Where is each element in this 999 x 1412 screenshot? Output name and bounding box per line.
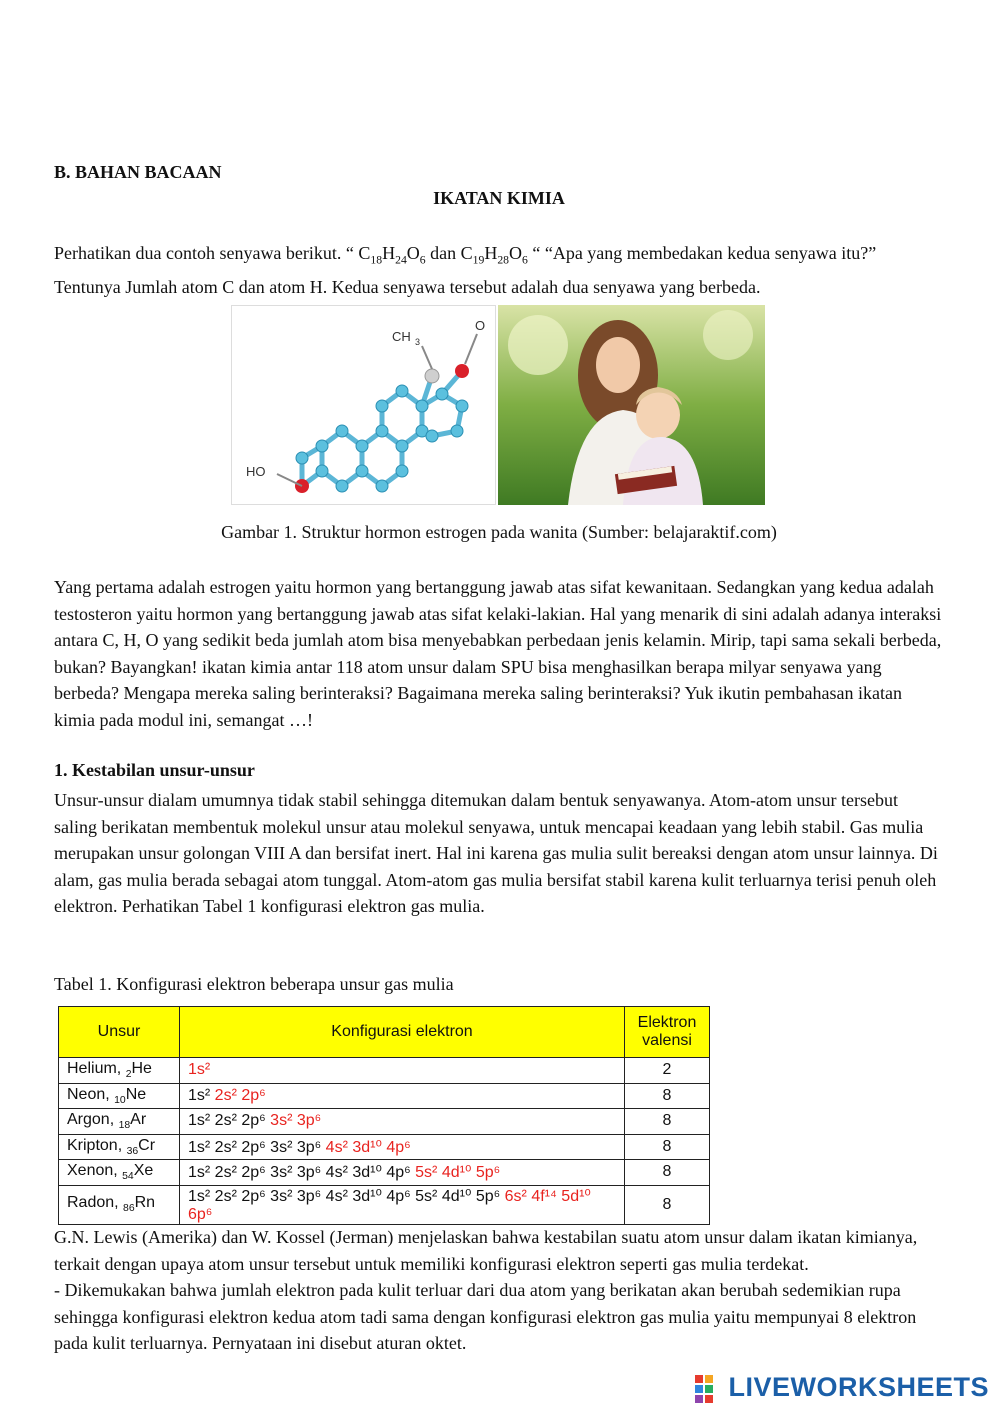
mother-daughter-photo [498,305,765,505]
cell-konfigurasi: 1s² [180,1058,625,1084]
cell-valensi: 8 [625,1109,710,1135]
paragraph-kestabilan: Unsur-unsur dialam umumnya tidak stabil sehingga ditemukan dalam bentuk senyawanya. Atom-atom unsur tersebut saling berikatan membentuk molekul unsur atau molekul senyawa, untuk mencapai keadaan yang lebih stabil. Gas mulia merupakan unsur golongan VIII A dan bersifat inert. Hal ini karena gas mulia sulit bereaksi dengan atom unsur lainnya. Di alam, gas mulia berada sebagai atom tunggal. Atom-atom gas mulia bersifat stabil karena kulit terluarnya terisi penuh oleh elektron. Perhatikan Tabel 1 konfigurasi elektron gas mulia. [54,790,938,916]
intro-paragraph: Perhatikan dua contoh senyawa berikut. “ $C_{18}H_{24}O_6$ dan $C_{19}H_{28}O_6$ “ “Apa yang membedakan kedua senyawa itu?” Tentunya Jumlah atom C dan atom H. Kedua senyawa tersebut adalah dua senyawa yang berbeda. [54,243,877,298]
cell-konfigurasi: 1s² 2s² 2p⁶ 3s² 3p⁶ 4s² 3d¹⁰ 4p⁶ [180,1134,625,1160]
cell-valensi: 8 [625,1134,710,1160]
cell-valensi: 8 [625,1083,710,1109]
liveworksheets-watermark: LIVEWORKSHEETS [694,1372,989,1404]
estrogen-structure-image [231,305,496,505]
table-row [59,1109,710,1135]
liveworksheets-logo-icon [694,1374,724,1404]
col-valensi: Elektron valensi [625,1007,710,1058]
cell-konfigurasi: 1s² 2s² 2p⁶ 3s² 3p⁶ 4s² 3d¹⁰ 4p⁶ 5s² 4d¹⁰ 5p⁶ 6s² 4f¹⁴ 5d¹⁰ 6p⁶ [180,1185,625,1224]
cell-unsur: Radon, $_{86}$Rn [59,1185,180,1224]
page-title: IKATAN KIMIA [433,188,565,208]
cell-valensi: 8 [625,1185,710,1224]
section-heading: B. BAHAN BACAAN [54,162,222,182]
cell-unsur: Kripton, $_{36}$Cr [59,1134,180,1160]
table-row [59,1185,710,1224]
table-row [59,1160,710,1186]
paragraph-lewis-text: G.N. Lewis (Amerika) dan W. Kossel (Jerman) menjelaskan bahwa kestabilan suatu atom unsur dalam ikatan kimianya, terkait dengan upaya atom unsur tersebut untuk memiliki konfigurasi elektron seperti gas mulia terdekat. [54,1227,918,1274]
paragraph-oktet-text: - Dikemukakan bahwa jumlah elektron pada kulit terluar dari dua atom yang berikatan akan berubah sedemikian rupa sehingga konfigurasi elektron kedua atom tadi sama dengan konfigurasi elektron gas mulia yaitu mempunyai 8 elektron pada kulit terluarnya. Pernyataan ini disebut aturan oktet. [54,1280,917,1353]
cell-valensi: 8 [625,1160,710,1186]
figure-estrogen [231,305,765,510]
cell-unsur: Neon, $_{10}$Ne [59,1083,180,1109]
cell-unsur: Argon, $_{18}$Ar [59,1109,180,1135]
cell-unsur: Xenon, $_{54}$Xe [59,1160,180,1186]
table-header-row [59,1007,710,1058]
electron-config-table [58,1006,710,1225]
cell-konfigurasi: 1s² 2s² 2p⁶ 3s² 3p⁶ [180,1109,625,1135]
paragraph-lewis [54,1224,944,1357]
table-row [59,1134,710,1160]
svg-text:HO: HO [246,464,266,479]
cell-konfigurasi: 1s² 2s² 2p⁶ 3s² 3p⁶ 4s² 3d¹⁰ 4p⁶ 5s² 4d¹⁰ 5p⁶ [180,1160,625,1186]
svg-text:3: 3 [415,337,421,347]
heading-kestabilan: 1. Kestabilan unsur-unsur [54,760,255,780]
col-konfigurasi: Konfigurasi elektron [180,1007,625,1058]
figure-caption: Gambar 1. Struktur hormon estrogen pada wanita (Sumber: belajaraktif.com) [221,522,777,542]
cell-valensi: 2 [625,1058,710,1084]
paragraph-estrogen: Yang pertama adalah estrogen yaitu hormon yang bertanggung jawab atas sifat kewanitaan. Sedangkan yang kedua adalah testosteron yaitu hormon yang bertanggung jawab atas sifat kelaki-lakian. Hal yang menarik di sini adalah adanya interaksi antara C, H, O yang sedikit beda jumlah atom bisa menyebabkan perbedaan jenis kelamin. Mirip, tapi sama sekali berbeda, bukan? Bayangkan! ikatan kimia antar 118 atom unsur dalam SPU bisa menghasilkan berapa milyar senyawa yang berbeda? Mengapa mereka saling berinteraksi? Bagaimana mereka saling berinteraksi? Yuk ikutin pembahasan ikatan kimia pada modul ini, semangat …! [54,577,942,730]
svg-text:CH: CH [392,329,411,344]
table-row [59,1058,710,1084]
cell-unsur: Helium, $_2$He [59,1058,180,1084]
table-row [59,1083,710,1109]
svg-text:O: O [475,318,486,333]
cell-konfigurasi: 1s² 2s² 2p⁶ [180,1083,625,1109]
table-caption: Tabel 1. Konfigurasi elektron beberapa unsur gas mulia [54,974,454,994]
col-unsur: Unsur [59,1007,180,1058]
